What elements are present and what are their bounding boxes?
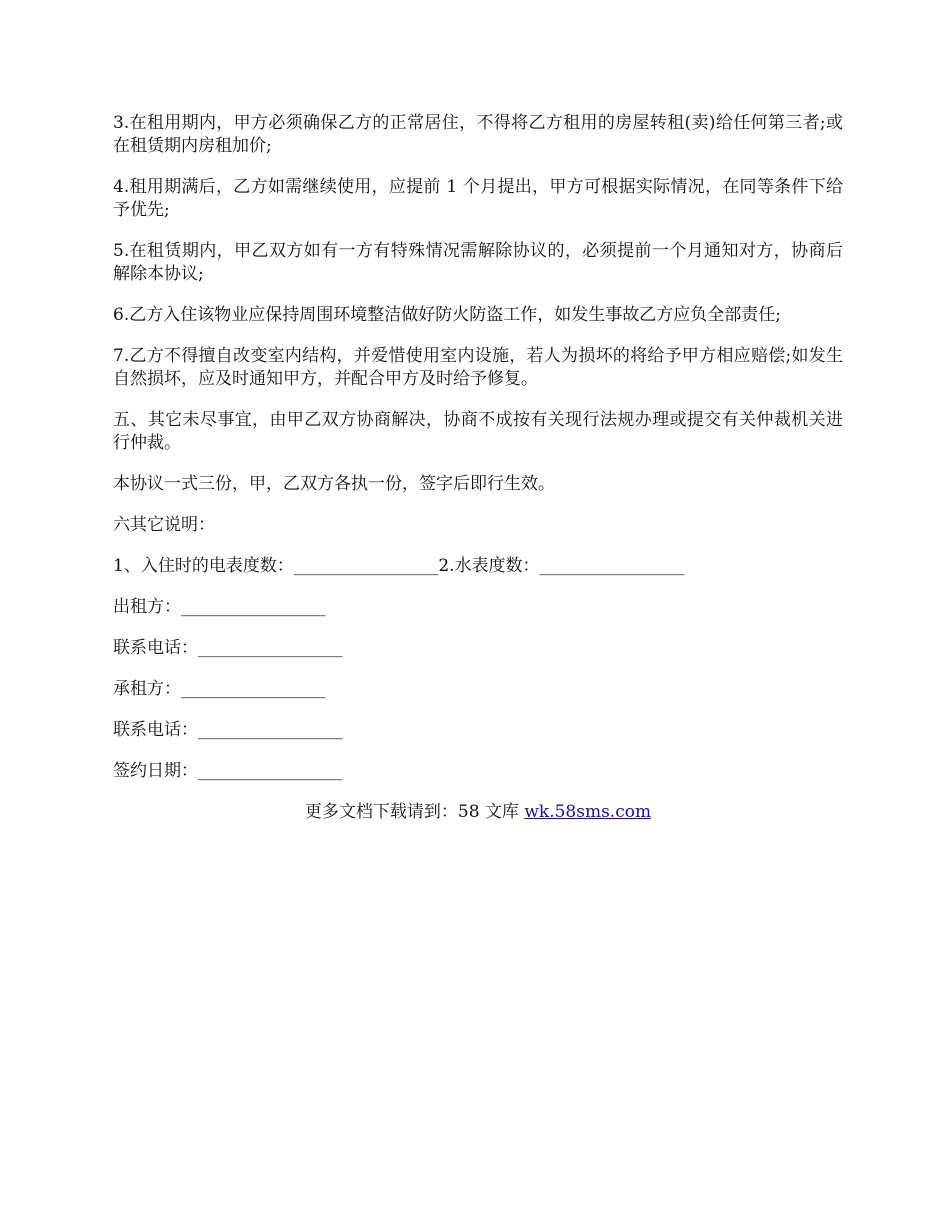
clause-6: 6.乙方入住该物业应保持周围环境整洁做好防火防盗工作，如发生事故乙方应负全部责任; (113, 305, 781, 325)
clause-4: 4.租用期满后，乙方如需继续使用，应提前 1 个月提出，甲方可根据实际情况，在同等条件下给予优先; (113, 177, 843, 220)
lessor-phone-field: 联系电话：_________________ (113, 638, 343, 658)
signing-date-field: 签约日期：_________________ (113, 761, 343, 781)
document-page (113, 112, 843, 824)
lessee-field: 承租方：_________________ (113, 679, 326, 699)
clause-7: 7.乙方不得擅自改变室内结构，并爱惜使用室内设施，若人为损坏的将给予甲方相应赔偿;如发生自然损坏，应及时通知甲方，并配合甲方及时给予修复。 (113, 346, 843, 389)
clause-3: 3.在租用期内，甲方必须确保乙方的正常居住，不得将乙方租用的房屋转租(卖)给任何第三者;或在租赁期内房租加价; (113, 113, 843, 156)
lessor-field: 出租方：_________________ (113, 597, 326, 617)
copies-statement: 本协议一式三份，甲，乙双方各执一份，签字后即行生效。 (113, 474, 555, 494)
footer-link[interactable]: wk.58sms.com (524, 802, 652, 822)
section-six-heading: 六其它说明： (113, 515, 215, 535)
lessee-phone-field: 联系电话：_________________ (113, 720, 343, 740)
download-footer (113, 801, 843, 824)
section-five: 五、其它未尽事宜，由甲乙双方协商解决，协商不成按有关现行法规办理或提交有关仲裁机关进行仲裁。 (113, 410, 843, 453)
clause-5: 5.在租赁期内，甲乙双方如有一方有特殊情况需解除协议的，必须提前一个月通知对方，协商后解除本协议; (113, 241, 843, 284)
meter-reading-line: 1、入住时的电表度数：_________________2.水表度数：_________________ (113, 556, 685, 576)
footer-text: 更多文档下载请到：58 文库 (304, 802, 525, 822)
